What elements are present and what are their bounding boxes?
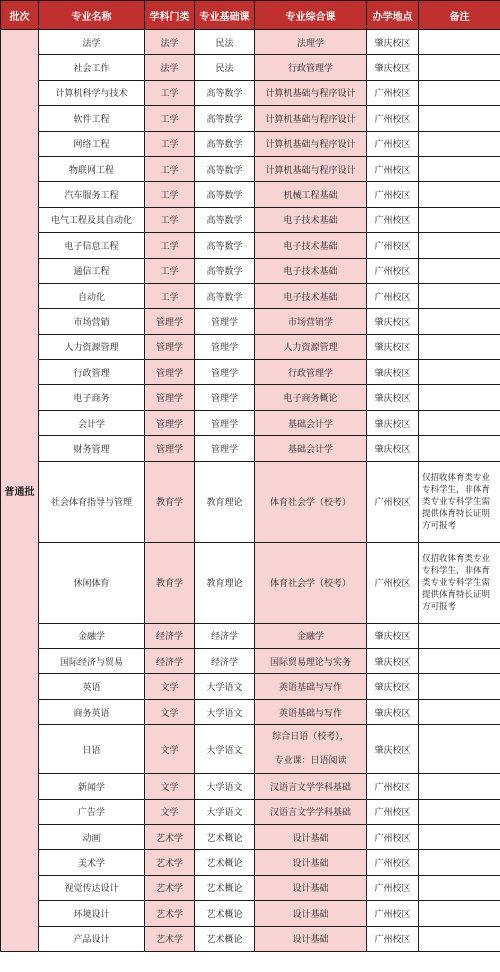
table-row (1, 436, 500, 461)
table-row (1, 674, 500, 699)
category-cell: 工学 (145, 106, 195, 131)
comprehensive-course-cell: 机械工程基础 (255, 182, 367, 207)
note-cell (419, 850, 500, 875)
note-cell (419, 258, 500, 283)
note-cell (419, 385, 500, 410)
location-cell: 广州校区 (367, 824, 419, 849)
basic-course-cell: 大学语文 (195, 725, 255, 774)
location-cell: 肇庆校区 (367, 55, 419, 80)
major-cell: 财务管理 (39, 436, 145, 461)
note-cell (419, 283, 500, 308)
comprehensive-course-cell: 体育社会学（校考） (255, 461, 367, 542)
table-row (1, 283, 500, 308)
comprehensive-course-cell: 设计基础 (255, 926, 367, 951)
basic-course-cell: 艺术概论 (195, 875, 255, 900)
basic-course-cell: 经济学 (195, 649, 255, 674)
note-cell (419, 799, 500, 824)
table-row (1, 875, 500, 900)
comprehensive-course-cell: 计算机基础与程序设计 (255, 131, 367, 156)
major-cell: 环境设计 (39, 901, 145, 926)
note-cell (419, 875, 500, 900)
note-cell (419, 80, 500, 105)
basic-course-cell: 高等数学 (195, 258, 255, 283)
location-cell: 广州校区 (367, 850, 419, 875)
table-row (1, 799, 500, 824)
note-cell (419, 725, 500, 774)
location-cell: 广州校区 (367, 156, 419, 181)
comprehensive-course-cell: 电子技术基础 (255, 233, 367, 258)
major-cell: 法学 (39, 30, 145, 55)
note-cell (419, 410, 500, 435)
table-row (1, 207, 500, 232)
batch-cell: 普通批 (1, 30, 39, 952)
basic-course-cell: 高等数学 (195, 283, 255, 308)
category-cell: 管理学 (145, 436, 195, 461)
table-row (1, 131, 500, 156)
major-cell: 计算机科学与技术 (39, 80, 145, 105)
location-cell: 广州校区 (367, 774, 419, 799)
note-cell: 仅招收体育类专业专科学生，非体育类专业专科学生需提供体育特长证明方可报考 (419, 461, 500, 542)
basic-course-cell: 大学语文 (195, 699, 255, 724)
category-cell: 管理学 (145, 334, 195, 359)
major-cell: 新闻学 (39, 774, 145, 799)
table-row (1, 156, 500, 181)
category-cell: 教育学 (145, 542, 195, 623)
comprehensive-course-cell: 汉语言文学学科基础 (255, 799, 367, 824)
comprehensive-course-cell: 体育社会学（校考） (255, 542, 367, 623)
note-cell (419, 774, 500, 799)
header-location: 办学地点 (367, 1, 419, 30)
table-row (1, 334, 500, 359)
major-cell: 通信工程 (39, 258, 145, 283)
category-cell: 艺术学 (145, 926, 195, 951)
category-cell: 法学 (145, 55, 195, 80)
major-cell: 休闲体育 (39, 542, 145, 623)
basic-course-cell: 艺术概论 (195, 850, 255, 875)
location-cell: 广州校区 (367, 233, 419, 258)
location-cell: 广州校区 (367, 283, 419, 308)
comprehensive-course-cell: 设计基础 (255, 875, 367, 900)
category-cell: 法学 (145, 30, 195, 55)
category-cell: 工学 (145, 131, 195, 156)
location-cell: 广州校区 (367, 106, 419, 131)
category-cell: 经济学 (145, 649, 195, 674)
table-row (1, 106, 500, 131)
note-cell (419, 699, 500, 724)
category-cell: 管理学 (145, 309, 195, 334)
comprehensive-course-cell: 汉语言文学学科基础 (255, 774, 367, 799)
comprehensive-course-cell: 电子技术基础 (255, 207, 367, 232)
major-cell: 动画 (39, 824, 145, 849)
major-cell: 软件工程 (39, 106, 145, 131)
category-cell: 工学 (145, 258, 195, 283)
table-row (1, 55, 500, 80)
basic-course-cell: 管理学 (195, 385, 255, 410)
note-cell (419, 674, 500, 699)
category-cell: 艺术学 (145, 824, 195, 849)
table-row (1, 461, 500, 542)
basic-course-cell: 管理学 (195, 410, 255, 435)
note-cell (419, 623, 500, 648)
basic-course-cell: 高等数学 (195, 207, 255, 232)
basic-course-cell: 管理学 (195, 309, 255, 334)
basic-course-cell: 民法 (195, 55, 255, 80)
major-cell: 电气工程及其自动化 (39, 207, 145, 232)
basic-course-cell: 教育理论 (195, 461, 255, 542)
table-row (1, 258, 500, 283)
category-cell: 艺术学 (145, 850, 195, 875)
note-cell (419, 131, 500, 156)
category-cell: 文学 (145, 674, 195, 699)
note-cell (419, 824, 500, 849)
header-major: 专业名称 (39, 1, 145, 30)
location-cell: 广州校区 (367, 542, 419, 623)
note-cell (419, 30, 500, 55)
table-row (1, 542, 500, 623)
category-cell: 文学 (145, 725, 195, 774)
category-cell: 教育学 (145, 461, 195, 542)
note-cell (419, 360, 500, 385)
note-cell (419, 926, 500, 951)
table-row (1, 30, 500, 55)
basic-course-cell: 高等数学 (195, 156, 255, 181)
location-cell: 广州校区 (367, 461, 419, 542)
basic-course-cell: 高等数学 (195, 80, 255, 105)
category-cell: 管理学 (145, 360, 195, 385)
basic-course-cell: 艺术概论 (195, 901, 255, 926)
table-row (1, 824, 500, 849)
major-cell: 网络工程 (39, 131, 145, 156)
table-row (1, 623, 500, 648)
major-cell: 商务英语 (39, 699, 145, 724)
major-cell: 社会体育指导与管理 (39, 461, 145, 542)
comprehensive-course-cell: 人力资源管理 (255, 334, 367, 359)
basic-course-cell: 艺术概论 (195, 824, 255, 849)
location-cell: 广州校区 (367, 875, 419, 900)
note-cell (419, 182, 500, 207)
location-cell: 肇庆校区 (367, 699, 419, 724)
major-cell: 自动化 (39, 283, 145, 308)
table-row (1, 850, 500, 875)
major-cell: 会计学 (39, 410, 145, 435)
category-cell: 工学 (145, 207, 195, 232)
basic-course-cell: 高等数学 (195, 182, 255, 207)
note-cell (419, 901, 500, 926)
comprehensive-course-cell: 行政管理学 (255, 55, 367, 80)
location-cell: 广州校区 (367, 926, 419, 951)
note-cell (419, 106, 500, 131)
basic-course-cell: 大学语文 (195, 799, 255, 824)
note-cell (419, 334, 500, 359)
basic-course-cell: 高等数学 (195, 106, 255, 131)
category-cell: 艺术学 (145, 875, 195, 900)
location-cell: 肇庆校区 (367, 674, 419, 699)
major-cell: 日语 (39, 725, 145, 774)
table-row (1, 309, 500, 334)
comprehensive-course-cell: 计算机基础与程序设计 (255, 80, 367, 105)
category-cell: 管理学 (145, 385, 195, 410)
comprehensive-course-cell: 电子商务概论 (255, 385, 367, 410)
major-cell: 电子信息工程 (39, 233, 145, 258)
comprehensive-course-cell: 国际贸易理论与实务 (255, 649, 367, 674)
comprehensive-course-cell: 计算机基础与程序设计 (255, 156, 367, 181)
location-cell: 肇庆校区 (367, 309, 419, 334)
note-cell (419, 436, 500, 461)
major-cell: 英语 (39, 674, 145, 699)
location-cell: 肇庆校区 (367, 334, 419, 359)
comprehensive-line-1: 综合日语（校考）， (272, 732, 349, 743)
location-cell: 肇庆校区 (367, 410, 419, 435)
basic-course-cell: 高等数学 (195, 233, 255, 258)
major-cell: 社会工作 (39, 55, 145, 80)
table-row (1, 233, 500, 258)
comprehensive-course-cell: 设计基础 (255, 824, 367, 849)
location-cell: 肇庆校区 (367, 30, 419, 55)
header-comprehensive-course: 专业综合课 (255, 1, 367, 30)
category-cell: 艺术学 (145, 901, 195, 926)
basic-course-cell: 大学语文 (195, 774, 255, 799)
table-row (1, 182, 500, 207)
note-cell: 仅招收体育类专业专科学生，非体育类专业专科学生需提供体育特长证明方可报考 (419, 542, 500, 623)
major-cell: 行政管理 (39, 360, 145, 385)
table-row (1, 725, 500, 774)
table-row (1, 360, 500, 385)
category-cell: 工学 (145, 80, 195, 105)
basic-course-cell: 教育理论 (195, 542, 255, 623)
basic-course-cell: 艺术概论 (195, 926, 255, 951)
location-cell: 广州校区 (367, 207, 419, 232)
location-cell: 广州校区 (367, 258, 419, 283)
major-cell: 电子商务 (39, 385, 145, 410)
major-cell: 物联网工程 (39, 156, 145, 181)
category-cell: 管理学 (145, 410, 195, 435)
comprehensive-course-cell: 基础会计学 (255, 410, 367, 435)
header-note: 备注 (419, 1, 500, 30)
major-cell: 视觉传达设计 (39, 875, 145, 900)
header-row (1, 1, 500, 30)
basic-course-cell: 管理学 (195, 436, 255, 461)
comprehensive-course-cell (255, 725, 367, 774)
location-cell: 肇庆校区 (367, 360, 419, 385)
comprehensive-course-cell: 行政管理学 (255, 360, 367, 385)
note-cell (419, 55, 500, 80)
category-cell: 工学 (145, 156, 195, 181)
category-cell: 文学 (145, 799, 195, 824)
comprehensive-course-cell: 英语基础与写作 (255, 674, 367, 699)
note-cell (419, 207, 500, 232)
major-cell: 美术学 (39, 850, 145, 875)
comprehensive-course-cell: 电子技术基础 (255, 283, 367, 308)
table-row (1, 649, 500, 674)
category-cell: 工学 (145, 283, 195, 308)
category-cell: 文学 (145, 774, 195, 799)
location-cell: 广州校区 (367, 80, 419, 105)
major-cell: 人力资源管理 (39, 334, 145, 359)
category-cell: 工学 (145, 233, 195, 258)
major-cell: 广告学 (39, 799, 145, 824)
comprehensive-course-cell: 设计基础 (255, 850, 367, 875)
comprehensive-course-cell: 市场营销学 (255, 309, 367, 334)
note-cell (419, 649, 500, 674)
table-row (1, 774, 500, 799)
basic-course-cell: 民法 (195, 30, 255, 55)
comprehensive-course-cell: 设计基础 (255, 901, 367, 926)
location-cell: 肇庆校区 (367, 623, 419, 648)
category-cell: 工学 (145, 182, 195, 207)
comprehensive-course-cell: 法理学 (255, 30, 367, 55)
basic-course-cell: 管理学 (195, 360, 255, 385)
comprehensive-course-cell: 英语基础与写作 (255, 699, 367, 724)
table-row (1, 926, 500, 951)
major-cell: 市场营销 (39, 309, 145, 334)
basic-course-cell: 大学语文 (195, 674, 255, 699)
comprehensive-line-2: 专业课：日语阅读 (274, 756, 347, 767)
location-cell: 肇庆校区 (367, 385, 419, 410)
table-row (1, 385, 500, 410)
major-cell: 金融学 (39, 623, 145, 648)
header-basic-course: 专业基础课 (195, 1, 255, 30)
location-cell: 肇庆校区 (367, 725, 419, 774)
category-cell: 文学 (145, 699, 195, 724)
location-cell: 肇庆校区 (367, 436, 419, 461)
major-cell: 产品设计 (39, 926, 145, 951)
header-category: 学科门类 (145, 1, 195, 30)
basic-course-cell: 管理学 (195, 334, 255, 359)
major-cell: 国际经济与贸易 (39, 649, 145, 674)
category-cell: 经济学 (145, 623, 195, 648)
comprehensive-course-cell: 电子技术基础 (255, 258, 367, 283)
basic-course-cell: 高等数学 (195, 131, 255, 156)
comprehensive-course-cell: 金融学 (255, 623, 367, 648)
table-row (1, 80, 500, 105)
table-row (1, 410, 500, 435)
note-cell (419, 156, 500, 181)
location-cell: 肇庆校区 (367, 649, 419, 674)
location-cell: 广州校区 (367, 182, 419, 207)
location-cell: 广州校区 (367, 901, 419, 926)
location-cell: 广州校区 (367, 131, 419, 156)
basic-course-cell: 经济学 (195, 623, 255, 648)
major-cell: 汽车服务工程 (39, 182, 145, 207)
note-cell (419, 309, 500, 334)
header-batch: 批次 (1, 1, 39, 30)
location-cell: 广州校区 (367, 799, 419, 824)
comprehensive-course-cell: 计算机基础与程序设计 (255, 106, 367, 131)
note-cell (419, 233, 500, 258)
table-row (1, 699, 500, 724)
comprehensive-course-cell: 基础会计学 (255, 436, 367, 461)
table-row (1, 901, 500, 926)
